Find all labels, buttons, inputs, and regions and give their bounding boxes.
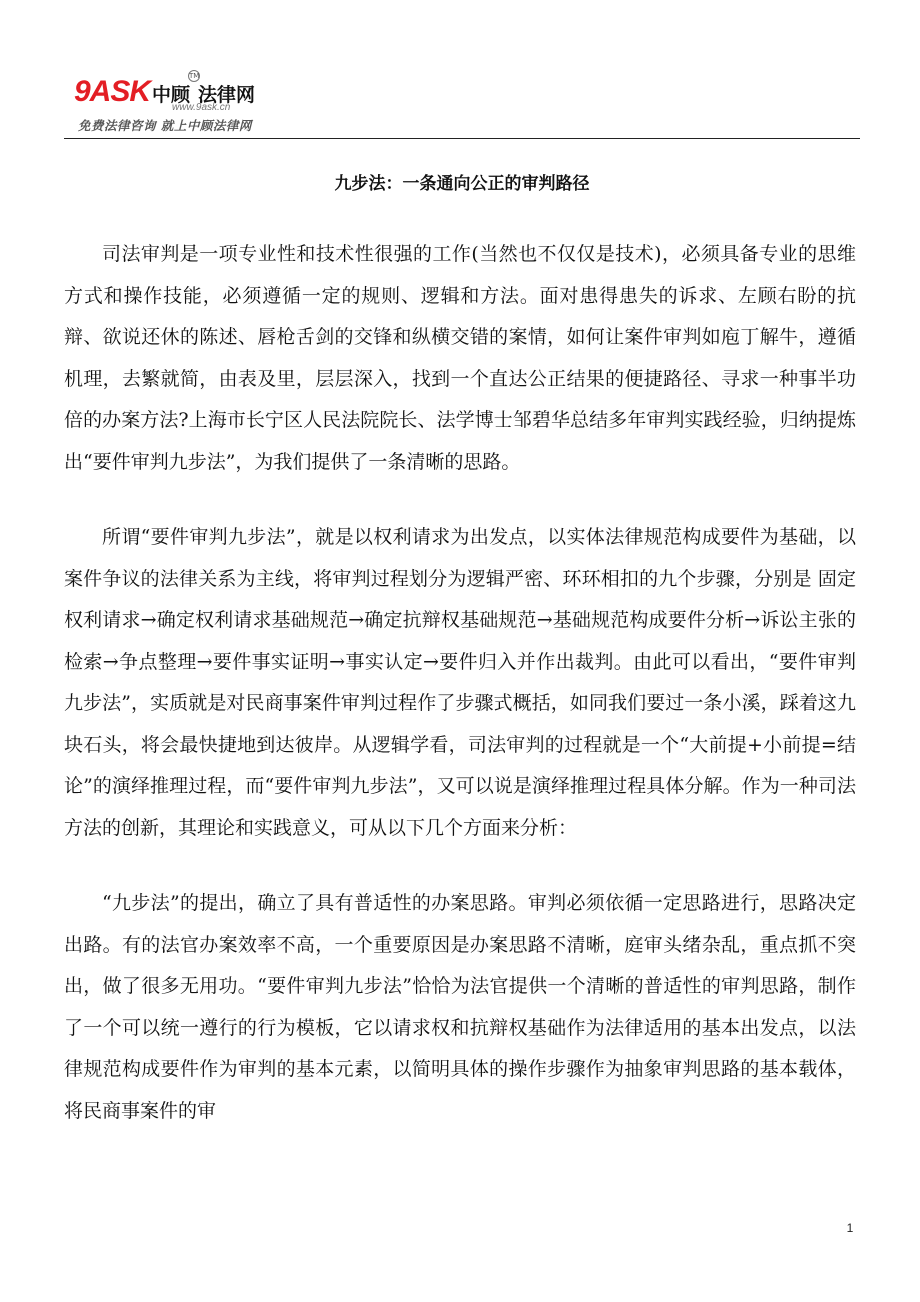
document-title: 九步法：一条通向公正的审判路径 bbox=[334, 174, 590, 194]
paragraph: 所谓“要件审判九步法”，就是以权利请求为出发点，以实体法律规范构成要件为基础，以案件争议的法律关系为主线，将审判过程划分为逻辑严密、环环相扣的九个步骤，分别是 固定权利请求→确定权利请求基础规范→确定抗辩权基础规范→基础规范构成要件分析→诉讼主张的检索→争点整理→要件事实证明→事实认定→要件归入并作出裁判。由此可以看出，“要件审判九步法”，实质就是对民商事案件审判过程作了步骤式概括，如同我们要过一条小溪，踩着这九块石头，将会最快捷地到达彼岸。从逻辑学看，司法审判的过程就是一个“大前提+小前提=结论”的演绎推理过程，而“要件审判九步法”，又可以说是演绎推理过程具体分解。作为一种司法方法的创新，其理论和实践意义，可从以下几个方面来分析： bbox=[64, 526, 856, 839]
logo-url: www.9ask.cn bbox=[172, 102, 231, 113]
document-body bbox=[64, 234, 856, 1132]
logo-name-falvwang: 法律网 bbox=[198, 84, 256, 106]
paragraph: “九步法”的提出，确立了具有普适性的办案思路。审判必须依循一定思路进行，思路决定出路。有的法官办案效率不高，一个重要原因是办案思路不清晰，庭审头绪杂乱，重点抓不突出，做了很多无用功。“要件审判九步法”恰恰为法官提供一个清晰的普适性的审判思路，制作了一个可以统一遵行的行为模板，它以请求权和抗辩权基础作为法律适用的基本出发点，以法律规范构成要件作为审判的基本元素，以简明具体的操作步骤作为抽象审判思路的基本载体，将民商事案件的审 bbox=[64, 892, 856, 1122]
logo-ask-text: 9ASK bbox=[74, 75, 151, 108]
header-slogan: 免费法律咨询 就上中顾法律网 bbox=[78, 118, 252, 133]
page-number: 1 bbox=[846, 1221, 854, 1235]
page-header bbox=[64, 70, 860, 140]
logo-name-zhonggu: 中顾 bbox=[152, 84, 191, 106]
trademark-mark: TM bbox=[189, 72, 200, 80]
header-divider bbox=[64, 138, 860, 139]
paragraph: 司法审判是一项专业性和技术性很强的工作(当然也不仅仅是技术)，必须具备专业的思维方式和操作技能，必须遵循一定的规则、逻辑和方法。面对患得患失的诉求、左顾右盼的抗辩、欲说还休的陈述、唇枪舌剑的交锋和纵横交错的案情，如何让案件审判如庖丁解牛，遵循机理，去繁就简，由表及里，层层深入，找到一个直达公正结果的便捷路径、寻求一种事半功倍的办案方法?上海市长宁区人民法院院长、法学博士邹碧华总结多年审判实践经验，归纳提炼出“要件审判九步法”，为我们提供了一条清晰的思路。 bbox=[64, 243, 856, 473]
